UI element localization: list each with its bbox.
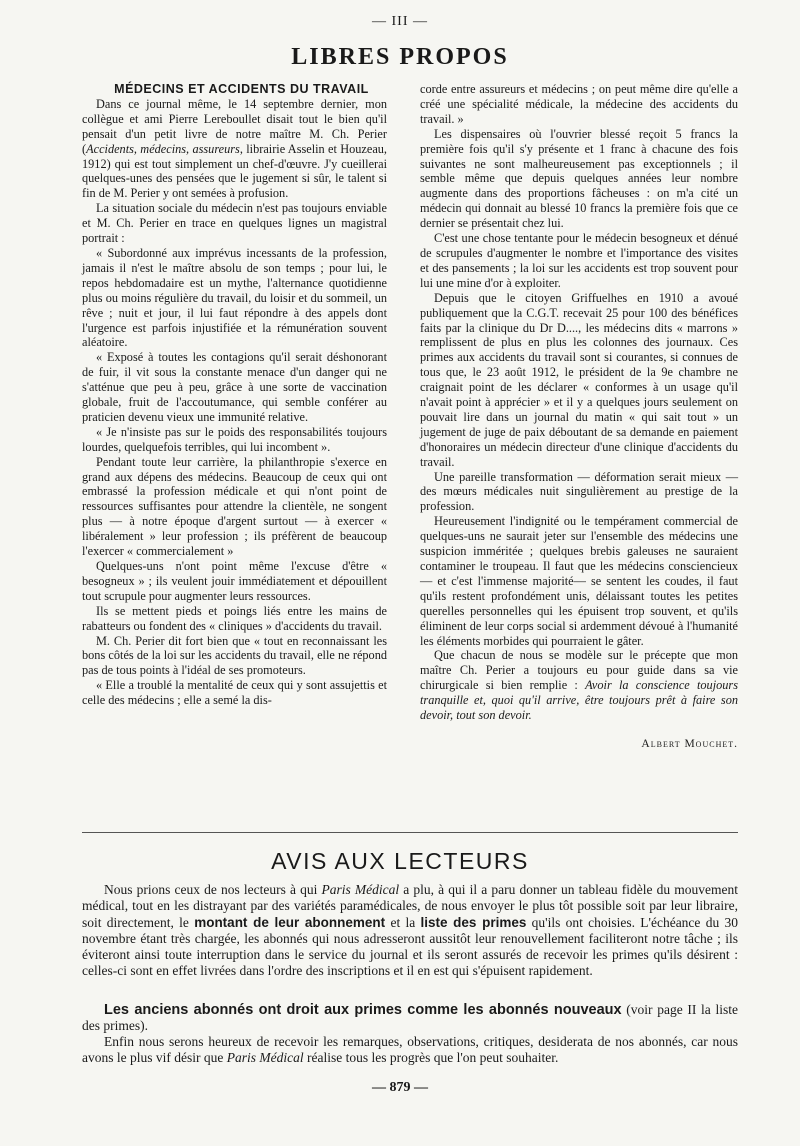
emphasis-old-subscribers: Les anciens abonnés ont droit aux primes comme les abonnés nouveaux xyxy=(104,1002,622,1018)
paragraph xyxy=(82,882,738,980)
text-run: a plu, à qui il a paru donner un tableau fidèle du mouvement médical, tout en les distrayant par des variétés paramédicales, de nous envoyer le plus tôt possible soit par leur libraire, soit directement, le xyxy=(82,882,739,930)
paragraph: Les dispensaires où l'ouvrier blessé reçoit 5 francs la première fois qu'il s'y présente et 1 franc à chacune des fois suivantes ne sont malheureusement pas exceptionnels ; il semble même que depuis quelques années leur nombre augmente dans des proportions fâcheuses : on m'a cité un médecin qui donnait au blessé 10 francs la première fois que ce dernier se présentait chez lui. xyxy=(420,126,738,231)
paragraph: La situation sociale du médecin n'est pas toujours enviable et M. Ch. Perier en trace en quelques lignes un magistral portrait : xyxy=(82,201,387,246)
paragraph: « Exposé à toutes les contagions qu'il serait déshonorant de fuir, il vit sous la constante menace d'un danger qui ne s'atténue que peu à peu, grâce à une sorte de vaccination globale, fruit de l'accoutumance, qui semble conférer au praticien devenu vieux une immunité relative. xyxy=(82,350,387,424)
paragraph: M. Ch. Perier dit fort bien que « tout en reconnaissant les bons côtés de la loi sur les accidents du travail, elle ne répond pas de tous points à l'idéal de ses promoteurs. xyxy=(82,633,387,678)
notice-title: AVIS AUX LECTEURS xyxy=(271,848,529,874)
journal-name: Paris Médical xyxy=(226,1050,304,1066)
text-run: (voir page II la liste des primes). xyxy=(82,1002,738,1034)
paragraph: Une pareille transformation — déformation serait mieux — des mœurs médicales nuit singulièrement au prestige de la profession. xyxy=(420,469,738,514)
emphasis-premiums: liste des primes xyxy=(420,914,527,930)
section-divider xyxy=(82,832,738,833)
quote-italic: Avoir la conscience toujours tranquille et, quoi qu'il arrive, être toujours prêt à faire son devoir, tout son devoir. xyxy=(420,678,738,723)
paragraph xyxy=(82,97,387,201)
paragraph: Quelques-uns n'ont point même l'excuse d'être « besogneux » ; ils veulent jouir immédiatement et dépouillent tout scrupule pour augmenter leurs ressources. xyxy=(82,559,387,603)
author-signature: Albert Mouchet. xyxy=(641,737,738,750)
paragraph: C'est une chose tentante pour le médecin besogneux et dénué de scrupules d'augmenter le nombre et l'importance des visites et des pansements ; la loi sur les accidents est trop souvent pour lui une mine d'or à exploiter. xyxy=(420,231,738,290)
paragraph: « Je n'insiste pas sur le poids des responsabilités toujours lourdes, quelquefois terribles, qui lui incombent ». xyxy=(82,424,387,454)
page-title: LIBRES PROPOS xyxy=(291,44,509,70)
paragraph: corde entre assureurs et médecins ; on peut même dire qu'elle a créé une spécialité médicale, la médecine des accidents du travail. » xyxy=(420,82,738,126)
text-run: Dans ce journal même, le 14 septembre dernier, mon collègue et ami Pierre Lereboullet disait tout le bien qu'il pensait d'un petit livre de notre maître M. Ch. Perier ( xyxy=(82,96,387,156)
notice-paragraph-2 xyxy=(82,1002,738,1035)
emphasis-subscription: montant de leur abonnement xyxy=(194,914,386,930)
text-run: Enfin nous serons heureux de recevoir les remarques, observations, critiques, desiderata de nos abonnés, car nous avons le plus vif désir que xyxy=(82,1034,738,1066)
text-run: , librairie Asselin et Houzeau, 1912) qui est tout simplement un chef-d'œuvre. J'y cueillerai quelques-unes des pensées que le jugement si sûr, le talent si fin de M. Perier y ont semées à profusion. xyxy=(82,141,387,201)
article-title: MÉDECINS ET ACCIDENTS DU TRAVAIL xyxy=(114,82,369,96)
text-run: qu'ils ont choisies. L'échéance du 30 novembre étant très chargée, les abonnés qui nous adresseront aussitôt leur renouvellement faciliteront notre tâche ; ils éviteront ainsi toute interruption dans le service du journal et ils seront assurés de recevoir les primes qu'ils désirent : celles-ci sont en effet livrées dans l'ordre des inscriptions et il en est qui s'épuisent rapidement. xyxy=(82,914,738,979)
notice-paragraph-3 xyxy=(82,1034,738,1067)
text-run: réalise tous les progrès que l'on peut souhaiter. xyxy=(303,1050,559,1066)
paragraph: « Elle a troublé la mentalité de ceux qui y sont assujettis et celle des médecins ; elle a semé la dis- xyxy=(82,678,387,708)
text-run: et la xyxy=(385,914,421,930)
text-run: Que chacun de nous se modèle sur le précepte que mon maître Ch. Perier a toujours eu pour guide dans sa vie chirurgicale si bien remplie : xyxy=(420,648,738,693)
paragraph: Heureusement l'indignité ou le tempérament commercial de quelques-uns ne saurait jeter sur l'ensemble des médecins une suspicion imméritée ; quelques brebis galeuses ne sauraient contaminer le troupeau. Il faut que les médecins consciencieux — et c'est l'immense majorité— se sentent les coudes, il faut qu'ils restent profondément unis, délaissant toutes les petites querelles personnelles qui les épuisent trop souvent, et qu'ils éliminent de leur corps social si ardemment dévoué à l'humanité les éléments morbides qui pourraient le gâter. xyxy=(420,514,738,648)
page-roman-numeral: — III — xyxy=(372,14,428,29)
notice-paragraph-1 xyxy=(82,882,738,980)
paragraph: « Subordonné aux imprévus incessants de la profession, jamais il n'est le maître absolu de son temps ; pour lui, le repos hebdomadaire est un mythe, l'alternance quotidienne plus ou moins régulière du travail, du loisir et du sommeil, un rêve ; nuit et jour, il lui faut répondre à des appels dont l'urgence est parfois injustifiée et la rémunération souvent aléatoire. xyxy=(82,245,387,350)
book-title: Accidents, médecins, assureurs xyxy=(86,141,240,156)
paragraph: Depuis que le citoyen Griffuelhes en 1910 a avoué publiquement que la C.G.T. recevait 25 pour 100 des bénéfices faits par la clinique du Dr D...., les médecins dits « marrons » remplissent de plus en plus les colonnes des journaux. Ces primes aux accidents du travail sont si courantes, si connues de tous que, le 23 août 1912, le président de la 9e chambre ne craignait point de les déclarer « conformes à un usage qu'il n'avait point à apprécier » et il y a quelques jours seulement on pouvait lire dans un journal du matin « qui sait tout » un jugement de juge de paix déboutant de sa demande en paiement d'honoraires un médecin directeur d'une clinique d'accidents du travail. xyxy=(420,290,738,469)
article-right-column xyxy=(420,82,738,752)
journal-name: Paris Médical xyxy=(321,882,400,897)
page-number: — 879 — xyxy=(372,1080,428,1095)
paragraph xyxy=(82,1002,738,1035)
paragraph xyxy=(420,648,738,723)
text-run: Nous prions ceux de nos lecteurs à qui xyxy=(104,882,322,897)
article-left-column xyxy=(82,82,387,708)
paragraph: Ils se mettent pieds et poings liés entre les mains de rabatteurs ou fondent des « cliniques » d'accidents du travail. xyxy=(82,603,387,633)
paragraph: Pendant toute leur carrière, la philanthropie s'exerce en grand aux dépens des médecins. Beaucoup de ceux qui ont embrassé la profession médicale et qui n'ont point de ressources suffisantes pour attendre la clientèle, ne songent plus — à notre époque d'argent surtout — à exercer « libéralement » leur profession ; ils préfèrent de beaucoup l'exercer « commercialement » xyxy=(82,454,387,559)
paragraph xyxy=(82,1034,738,1067)
